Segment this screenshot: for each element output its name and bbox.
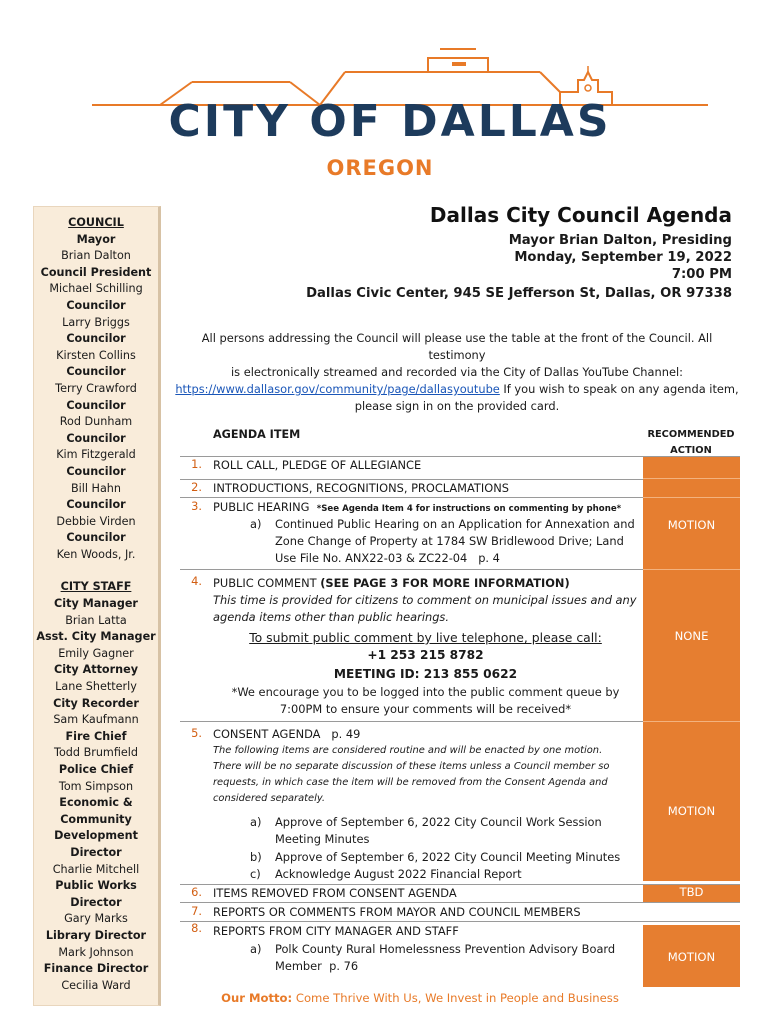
staff-role: City Manager <box>54 597 138 611</box>
council-role: Councilor <box>66 298 126 312</box>
note-line: 7:00PM to ensure your comments will be received* <box>279 702 572 716</box>
staff-role: City Attorney <box>54 663 138 677</box>
motto-text: Come Thrive With Us, We Invest in People and Business <box>292 991 619 1005</box>
phone-comment-note: *See Agenda Item 4 for instructions on commenting by phone* <box>316 504 622 514</box>
staff-role: Public Works Director <box>55 879 137 909</box>
staff-name: Todd Brumfield <box>54 746 138 760</box>
queue-note <box>213 684 638 718</box>
comment-description: agenda items other than public hearings. <box>213 610 449 624</box>
description-line: requests, in which case the item will be removed from the Consent Agenda and <box>213 777 608 788</box>
item-number: 7. <box>191 904 202 918</box>
row-divider <box>180 721 643 722</box>
intro-line: If you wish to speak on any agenda item, <box>499 382 739 396</box>
staff-role: Fire Chief <box>65 729 127 743</box>
row-divider <box>180 902 740 903</box>
subitem-line: Meeting Minutes <box>275 832 370 846</box>
item-removed-consent: ITEMS REMOVED FROM CONSENT AGENDA <box>213 886 457 900</box>
page-ref: p. 76 <box>329 959 359 973</box>
motto-label: Our Motto: <box>221 991 293 1005</box>
sub-item-label: b) <box>250 850 262 864</box>
intro-paragraph <box>172 330 742 415</box>
intro-line: All persons addressing the Council will please use the table at the front of the Council. All testimony <box>201 331 713 362</box>
staff-role: Finance Director <box>43 962 149 976</box>
item-number: 3. <box>191 499 202 513</box>
staff-role: Police Chief <box>58 763 134 776</box>
item-number: 5. <box>191 726 202 740</box>
consent-subitem-financial-report: Acknowledge August 2022 Financial Report <box>275 867 522 881</box>
subitem-line: Zone Change of Property at 1784 SW Bridlewood Drive; Land <box>275 534 624 548</box>
description-line: The following items are considered routine and will be enacted by one motion. <box>213 745 603 756</box>
action-label: MOTION <box>667 518 716 532</box>
council-name: Kim Fitzgerald <box>56 448 136 462</box>
youtube-link[interactable]: https://www.dallasor.gov/community/page/dallasyoutube <box>175 382 500 396</box>
council-role: Mayor <box>76 232 116 246</box>
phone-number: +1 253 215 8782 <box>367 648 484 662</box>
state-logo-text: OREGON <box>326 156 434 180</box>
see-page-note: (SEE PAGE 3 FOR MORE INFORMATION) <box>320 576 570 590</box>
consent-subitem-meeting-minutes: Approve of September 6, 2022 City Council Meeting Minutes <box>275 850 621 864</box>
council-heading: COUNCIL <box>68 216 124 229</box>
note-line: *We encourage you to be logged into the public comment queue by <box>231 685 620 699</box>
staff-role: Economic & Community Development Director <box>54 796 138 859</box>
item-number: 6. <box>191 885 202 899</box>
action-label: NONE <box>674 629 709 643</box>
hearing-annexation-subitem <box>275 516 635 567</box>
city-motto <box>100 991 740 1005</box>
item-number: 4. <box>191 574 202 588</box>
staff-name: Sam Kaufmann <box>53 713 139 727</box>
meeting-time: 7:00 PM <box>671 267 732 282</box>
row-divider <box>643 497 740 498</box>
staff-heading: CITY STAFF <box>60 580 132 594</box>
meeting-location: Dallas Civic Center, 945 SE Jefferson St, Dallas, OR 97338 <box>306 286 732 301</box>
council-role: Councilor <box>66 332 126 346</box>
staff-role: Asst. City Manager <box>36 630 156 644</box>
council-role: Councilor <box>66 498 126 512</box>
action-label: TBD <box>679 885 704 899</box>
item-city-manager-reports: REPORTS FROM CITY MANAGER AND STAFF <box>213 924 459 938</box>
council-role: Councilor <box>66 398 126 412</box>
staff-name: Gary Marks <box>64 912 128 926</box>
city-name-logo-text: CITY OF DALLAS <box>168 96 612 147</box>
council-role: Councilor <box>66 431 126 445</box>
subitem-line: Approve of September 6, 2022 City Council Work Session <box>275 815 602 829</box>
officials-sidebar <box>33 206 161 1006</box>
council-role: Councilor <box>66 365 126 379</box>
council-role: Council President <box>40 265 152 279</box>
council-name: Larry Briggs <box>62 315 130 329</box>
council-name: Terry Crawford <box>55 381 137 395</box>
header-line: RECOMMENDED <box>647 429 735 440</box>
council-name: Ken Woods, Jr. <box>56 547 136 561</box>
header-line: ACTION <box>670 445 712 456</box>
recommended-action-column-header <box>642 427 740 459</box>
staff-name: Lane Shetterly <box>55 680 137 694</box>
council-name: Kirsten Collins <box>56 348 136 362</box>
presiding-line: Mayor Brian Dalton, Presiding <box>508 233 732 248</box>
page-ref: p. 4 <box>478 551 500 565</box>
meeting-id: MEETING ID: 213 855 0622 <box>333 667 518 681</box>
item-introductions: INTRODUCTIONS, RECOGNITIONS, PROCLAMATIONS <box>213 481 509 495</box>
council-name: Bill Hahn <box>70 481 121 495</box>
staff-role: Library Director <box>45 928 147 942</box>
consent-subitem-work-session <box>275 814 602 848</box>
staff-name: Cecilia Ward <box>61 978 131 992</box>
staff-name: Charlie Mitchell <box>52 862 140 876</box>
council-name: Brian Dalton <box>61 249 131 263</box>
item-title: PUBLIC COMMENT <box>213 576 317 590</box>
council-name: Rod Dunham <box>59 415 133 429</box>
agenda-item-column-header: AGENDA ITEM <box>213 428 301 441</box>
council-role: Councilor <box>66 464 126 478</box>
row-divider <box>643 721 740 722</box>
council-name: Michael Schilling <box>49 282 143 296</box>
intro-line: please sign in on the provided card. <box>354 399 560 413</box>
staff-name: Emily Gagner <box>58 646 134 660</box>
comment-description: This time is provided for citizens to comment on municipal issues and any <box>213 593 637 607</box>
row-divider <box>643 569 740 570</box>
row-divider <box>643 478 740 479</box>
intro-line: is electronically streamed and recorded via the City of Dallas YouTube Channel: <box>231 365 683 379</box>
council-name: Debbie Virden <box>56 514 136 528</box>
sub-item-label: a) <box>250 942 262 956</box>
phone-prompt: To submit public comment by live telephone, please call: <box>249 630 602 645</box>
row-divider <box>180 921 740 922</box>
item-number: 2. <box>191 480 202 494</box>
description-line: There will be no separate discussion of these items unless a Council member so <box>213 761 610 772</box>
sub-item-label: a) <box>250 815 262 829</box>
action-label: MOTION <box>667 804 716 818</box>
staff-name: Brian Latta <box>65 613 127 627</box>
item-roll-call: ROLL CALL, PLEDGE OF ALLEGIANCE <box>213 458 422 472</box>
staff-name: Tom Simpson <box>58 779 134 793</box>
action-label: MOTION <box>667 950 716 964</box>
staff-name: Mark Johnson <box>58 945 134 959</box>
item-number: 8. <box>191 921 202 935</box>
sub-item-label: c) <box>250 867 261 881</box>
item-number: 1. <box>191 457 202 471</box>
homelessness-board-subitem <box>275 941 615 975</box>
subitem-line: Polk County Rural Homelessness Prevention Advisory Board <box>275 942 616 956</box>
item-title: CONSENT AGENDA <box>213 727 321 741</box>
meeting-date: Monday, September 19, 2022 <box>514 250 732 265</box>
description-line: considered separately. <box>213 793 326 804</box>
sub-item-label: a) <box>250 517 262 531</box>
row-divider <box>180 497 643 498</box>
page-ref: p. 49 <box>331 727 361 741</box>
staff-role: City Recorder <box>53 696 139 710</box>
item-public-comment <box>213 575 638 626</box>
council-role: Councilor <box>66 531 126 545</box>
subitem-line: Member <box>275 959 322 973</box>
consent-description <box>213 743 638 807</box>
item-mayor-council-reports: REPORTS OR COMMENTS FROM MAYOR AND COUNCIL MEMBERS <box>213 905 581 919</box>
item-title: PUBLIC HEARING <box>213 500 310 514</box>
agenda-title: Dallas City Council Agenda <box>429 203 732 227</box>
subitem-line: Use File No. ANX22-03 & ZC22-04 <box>275 551 468 565</box>
subitem-line: Continued Public Hearing on an Application for Annexation and <box>275 517 635 531</box>
item-consent-agenda <box>213 726 360 743</box>
